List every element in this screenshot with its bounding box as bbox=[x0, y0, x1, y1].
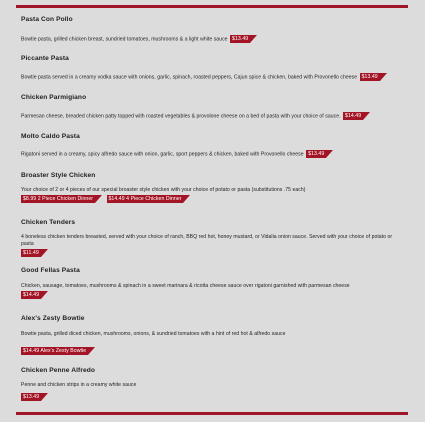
price-tag: $14.49 bbox=[345, 113, 362, 119]
price-tag: $14.49 4 Piece Chicken Dinner bbox=[108, 196, 182, 202]
menu-item-broaster-style-chicken bbox=[21, 172, 306, 203]
menu-item-title: Good Fellas Pasta bbox=[21, 267, 80, 274]
price-tag-row bbox=[21, 249, 405, 257]
menu-item-description-text: Rigatoni served in a creamy, spicy alfredo sauce with onion, garlic, sport peppers & chicken, baked with Provonello cheese bbox=[21, 151, 304, 158]
menu-item-title: Chicken Tenders bbox=[21, 219, 76, 226]
price-tag-row bbox=[21, 393, 136, 401]
price-tag-row bbox=[21, 195, 306, 203]
menu-item-title: Alex's Zesty Bowtie bbox=[21, 315, 85, 322]
menu-item-description bbox=[21, 150, 326, 158]
menu-item-title: Broaster Style Chicken bbox=[21, 172, 96, 179]
menu-item-title: Chicken Penne Alfredo bbox=[21, 367, 96, 374]
menu-item-description bbox=[21, 283, 350, 299]
top-divider bbox=[16, 5, 408, 8]
menu-item-description bbox=[21, 35, 250, 43]
price-tag: $14.49 Alex's Zesty Bowtie bbox=[23, 348, 87, 354]
menu-item-description-text: Chicken, sausage, tomatoes, mushrooms & spinach in a sweet marinara & ricotta cheese sauce over rigatoni garnished with parmesan cheese bbox=[21, 283, 350, 289]
price-tag: $13.49 bbox=[361, 74, 378, 80]
price-tag-row bbox=[21, 347, 286, 355]
menu-item-pasta-con-pollo bbox=[21, 16, 250, 43]
menu-item-description bbox=[21, 331, 286, 355]
menu-item-description-text: Bowtie pasta served in a creamy vodka sauce with onions, garlic, spinach, roasted peppers, Cajun spice & chicken, baked with Provonello cheese bbox=[21, 74, 358, 81]
menu-item-description-text: Parmesan cheese, breaded chicken patty topped with roasted vegetables & provolone cheese on a bed of pasta with your choice of sauce. bbox=[21, 113, 341, 120]
menu-item-description bbox=[21, 187, 306, 203]
price-tag: $8.99 2 Piece Chicken Dinner bbox=[23, 196, 94, 202]
menu-item-description-text: Bowtie pasta, grilled diced chicken, mushrooms, onions, & sundried tomatoes with a hint of red hot & alfredo sauce bbox=[21, 331, 286, 337]
menu-item-title: Pasta Con Pollo bbox=[21, 16, 73, 23]
menu-item-description-text: Penne and chicken strips in a creamy white sauce bbox=[21, 382, 137, 388]
menu-item-chicken-tenders bbox=[21, 219, 405, 257]
menu-item-description bbox=[21, 73, 380, 81]
menu-item-piccante-pasta bbox=[21, 55, 380, 81]
menu-item-chicken-penne-alfredo bbox=[21, 367, 136, 401]
menu-item-chicken-parmigiano bbox=[21, 94, 363, 120]
price-tag-row bbox=[21, 291, 350, 299]
menu-item-description bbox=[21, 234, 405, 257]
price-tag: $13.49 bbox=[308, 151, 325, 157]
price-tag: $13.49 bbox=[23, 394, 40, 400]
menu-item-description-text: 4 boneless chicken tenders breasted, served with your choice of ranch, BBQ red hot, honey mustard, or Vidalia onion sauce. Served with your choice of potato or pasta bbox=[21, 234, 393, 247]
menu-item-good-fellas-pasta bbox=[21, 267, 350, 299]
menu-item-description-text: Your choice of 2 or 4 pieces of our special broaster style chicken with your choice of potato or pasta (substitutions .75 each) bbox=[21, 187, 306, 193]
menu-item-description bbox=[21, 112, 363, 120]
menu-item-alexs-zesty-bowtie bbox=[21, 315, 286, 355]
bottom-divider bbox=[16, 412, 408, 415]
menu-item-description bbox=[21, 382, 136, 401]
menu-item-molto-caldo-pasta bbox=[21, 133, 326, 158]
price-tag: $13.49 bbox=[232, 36, 249, 42]
menu-item-title: Molto Caldo Pasta bbox=[21, 133, 80, 140]
price-tag: $14.49 bbox=[23, 292, 40, 298]
price-tag: $11.49 bbox=[23, 250, 39, 256]
menu-item-title: Piccante Pasta bbox=[21, 55, 69, 62]
menu-item-description-text: Bowtie pasta, grilled chicken breast, sundried tomatoes, mushrooms & a light white sauce bbox=[21, 36, 228, 43]
menu-item-title: Chicken Parmigiano bbox=[21, 94, 87, 101]
